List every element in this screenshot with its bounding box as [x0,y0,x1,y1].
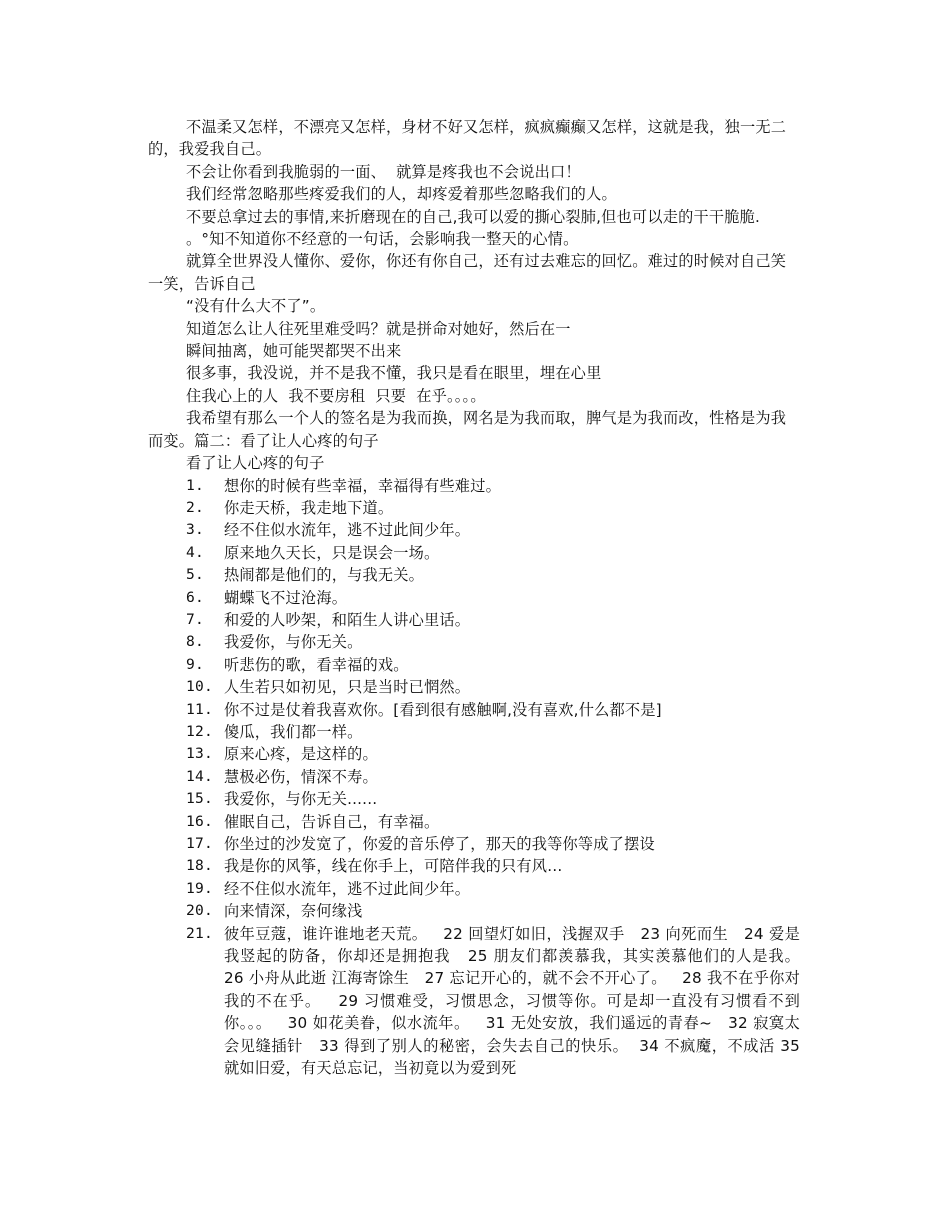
list-number: 18. [186,857,213,875]
list-item [148,475,800,497]
list-number: 11. [186,700,213,718]
list-item-text: 你坐过的沙发宽了，你爱的音乐停了，那天的我等你等成了摆设 [224,835,655,853]
list-number: 12. [186,722,213,740]
list-item-text: 向来情深，奈何缘浅 [224,902,363,921]
list-number: 21. [186,924,213,942]
list-item [148,766,800,788]
list-number: 6. [186,588,204,606]
paragraph: 住我心上的人 我不要房租 只要 在乎。。。。 [186,386,486,405]
section-heading: 看了让人心疼的句子 [186,454,325,473]
list-item [148,721,800,743]
list-item-text: 傻瓜，我们都一样。 [224,722,363,741]
list-item [148,811,800,833]
list-item-text: 你不过是仗着我喜欢你。[看到很有感触啊,没有喜欢,什么都不是] [224,700,662,719]
list-item [148,519,800,541]
list-item-text: 想你的时候有些幸福，幸福得有些难过。 [224,476,501,495]
list-item [148,743,800,765]
list-item-text: 听悲伤的歌，看幸福的戏。 [224,655,409,674]
list-number: 1. [186,476,204,494]
paragraph: 。°知不知道你不经意的一句话，会影响我一整天的心情。 [186,230,579,249]
list-number: 13. [186,745,213,763]
list-item-text: 原来地久天长，只是误会一场。 [224,543,440,562]
paragraph: “没有什么大不了”。 [186,297,326,316]
list-item [148,833,800,855]
list-number: 16. [186,812,213,830]
list-item-text: 热闹都是他们的，与我无关。 [224,566,425,585]
list-number: 8. [186,633,204,651]
list-item [148,587,800,609]
paragraph: 不要总拿过去的事情,来折磨现在的自己,我可以爱的撕心裂肺,但也可以走的干干脆脆. [186,207,761,226]
list-item [148,676,800,698]
paragraph: 我们经常忽略那些疼爱我们的人，却疼爱着那些忽略我们的人。 [186,185,617,204]
list-item-text: 我爱你，与你无关。 [224,633,363,652]
list-item-text: 蝴蝶飞不过沧海。 [224,588,348,607]
list-number: 9. [186,655,204,673]
list-number: 10. [186,678,213,696]
list-item-text: 我爱你，与你无关...... [224,790,378,809]
list-item-text: 我是你的风筝，线在你手上，可陪伴我的只有风… [224,857,563,876]
paragraph: 我希望有那么一个人的签名是为我而换，网名是为我而取，脾气是为我而改，性格是为我而变。篇二：看了让人心疼的句子 [148,409,787,450]
list-item-text: 和爱的人吵架，和陌生人讲心里话。 [224,610,471,629]
list-item [148,609,800,631]
paragraph: 不温柔又怎样，不漂亮又怎样，身材不好又怎样，疯疯癫癫又怎样，这就是我，独一无二的，我爱我自己。 [148,118,787,159]
sentence-list [148,475,816,1080]
list-item-text: 经不住似水流年，逃不过此间少年。 [224,521,471,540]
list-number: 20. [186,902,213,920]
list-item [148,855,800,877]
list-number: 5. [186,566,204,584]
paragraph: 不会让你看到我脆弱的一面、 就算是疼我也不会说出口！ [186,162,581,181]
list-item [148,497,800,519]
list-number: 15. [186,790,213,808]
list-item-text: 人生若只如初见，只是当时已惘然。 [224,678,471,697]
list-number: 19. [186,879,213,897]
list-number: 7. [186,610,204,628]
list-item [148,654,800,676]
paragraph: 瞬间抽离，她可能哭都哭不出来 [186,342,402,361]
list-item [148,631,800,653]
list-item [148,900,800,922]
paragraph: 就算全世界没人懂你、爱你，你还有你自己，还有过去难忘的回忆。难过的时候对自己笑一笑，告诉自己 [148,252,787,293]
list-number: 17. [186,835,213,852]
paragraph: 很多事，我没说，并不是我不懂，我只是看在眼里，埋在心里 [186,364,602,383]
list-item [148,878,800,900]
list-item [148,923,816,1080]
document-page [148,116,816,1079]
list-item-text: 慧极必伤，情深不寿。 [224,767,378,786]
list-item-text: 你走天桥，我走地下道。 [224,498,394,517]
list-item [148,699,800,721]
list-item-text: 催眠自己，告诉自己，有幸福。 [224,812,440,831]
list-item-text: 彼年豆蔻，谁许谁地老天荒。 22 回望灯如旧，浅握双手 23 向死而生 24 爱是我竖起的防备，你却还是拥抱我 25 朋友们都羡慕我，其实羡慕他们的人是我。 26 小舟从此逝 江海寄馀生 27 忘记开心的，就不会不开心了。 28 我不在乎你对我的不在乎。 29 习惯难受，习惯思念，习惯等你。可是却一直没有习惯看不到你。。。 30 如花美眷，似水流年。 31 无处安放，我们遥远的青春~ 32 寂寞太会见缝插针 33 得到了别人的秘密，会失去自己的快乐。 34 不疯魔，不成活 35 就如旧爱，有天总忘记，当初竟以为爱到死 [224,924,816,1078]
list-number: 3. [186,521,204,539]
list-item-text: 原来心疼，是这样的。 [224,745,378,764]
list-item [148,542,800,564]
list-item [148,788,800,810]
list-number: 14. [186,767,213,785]
paragraph: 知道怎么让人往死里难受吗？就是拼命对她好，然后在一 [186,319,571,338]
list-number: 4. [186,543,204,561]
list-item [148,564,800,586]
list-item-text: 经不住似水流年，逃不过此间少年。 [224,879,471,898]
list-number: 2. [186,498,204,516]
